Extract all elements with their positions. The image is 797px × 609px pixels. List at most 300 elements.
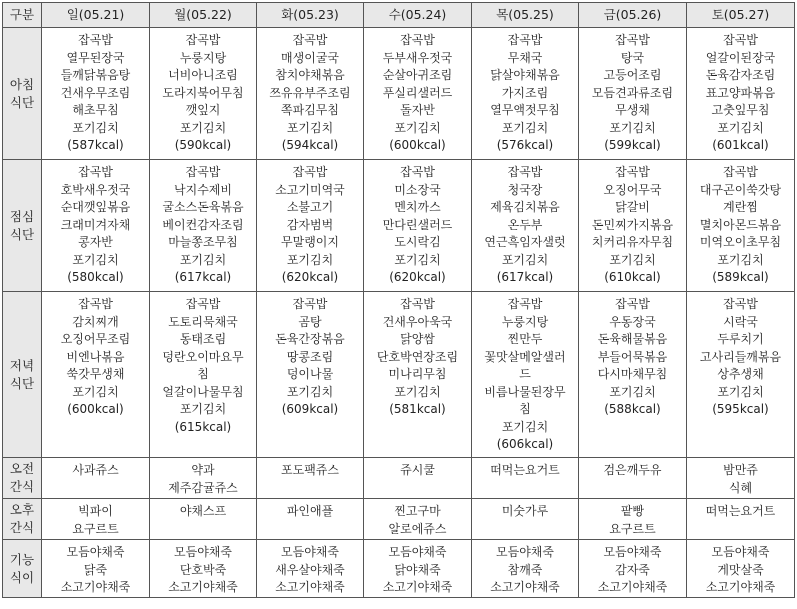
row-label — [3, 499, 42, 540]
menu-item: 곰탕 — [298, 314, 322, 329]
calorie-value: (588kcal) — [604, 402, 661, 416]
menu-item: 치커리유자무침 — [591, 235, 674, 249]
calorie-value: (606kcal) — [496, 437, 554, 451]
corner-label: 구분 — [3, 3, 42, 28]
menu-item: 꽃맛살메알샐러 — [484, 349, 566, 364]
afternoon-snack-row — [3, 499, 795, 540]
menu-item: 잡곡밥 — [400, 33, 435, 47]
menu-cell — [150, 499, 257, 540]
menu-item: 열무액젓무침 — [490, 103, 560, 117]
menu-item: 누룽지탕 — [501, 314, 549, 329]
menu-item: 온두부 — [507, 217, 543, 232]
menu-item: 고등어조림 — [603, 68, 662, 82]
menu-cell-content — [687, 540, 794, 597]
calorie-value: (587kcal) — [67, 138, 124, 152]
row-label-line: 점심 — [9, 208, 35, 224]
menu-item: 쪽파김무침 — [281, 103, 339, 117]
menu-cell-content — [257, 28, 363, 155]
menu-item: 대구곤이쑥갓탕 — [699, 182, 782, 197]
menu-item: 잡곡밥 — [292, 297, 328, 311]
calorie-value: (600kcal) — [389, 138, 446, 152]
menu-cell — [687, 540, 795, 598]
menu-cell — [257, 458, 364, 499]
menu-cell-content — [364, 292, 471, 419]
menu-item: 무생채 — [615, 103, 650, 117]
calorie-value: (620kcal) — [281, 270, 339, 284]
row-label-line: 오전 — [9, 461, 35, 476]
morning-snack-row — [3, 458, 795, 499]
header-row — [3, 3, 795, 28]
menu-cell — [579, 160, 687, 292]
menu-item: 우동장국 — [609, 314, 656, 329]
menu-item: 감자범벅 — [286, 217, 334, 232]
menu-item: 동태조림 — [179, 332, 227, 346]
menu-item: 표고양파볶음 — [705, 85, 776, 100]
menu-item: 미소장국 — [394, 182, 441, 197]
menu-item: 포기김치 — [609, 252, 656, 267]
menu-item: 참깨죽 — [507, 562, 543, 577]
menu-item: 모듬야채죽 — [603, 545, 662, 559]
menu-item: 청국장 — [507, 182, 543, 197]
menu-item: 잡곡밥 — [292, 165, 328, 179]
menu-item: 소고기야채죽 — [275, 580, 345, 594]
menu-cell — [257, 499, 364, 540]
menu-item: 깻잎지 — [185, 103, 221, 117]
menu-item: 닭살야채볶음 — [490, 68, 560, 82]
menu-cell — [687, 499, 795, 540]
day-header: 수(05.24) — [364, 3, 472, 28]
row-label-line: 오후 — [9, 502, 35, 517]
menu-item: 돈민찌가지볶음 — [591, 217, 674, 232]
calorie-value: (610kcal) — [604, 270, 661, 284]
menu-item: 푸실리샐러드 — [382, 85, 453, 100]
menu-item: 잡곡밥 — [78, 33, 113, 47]
menu-item: 포기김치 — [717, 252, 764, 267]
menu-item: 소고기야채죽 — [382, 580, 453, 594]
menu-cell-content — [42, 540, 149, 597]
menu-cell — [257, 292, 364, 458]
row-label-line: 간식 — [9, 520, 35, 535]
day-header: 화(05.23) — [257, 3, 364, 28]
row-label — [3, 540, 42, 598]
menu-cell — [364, 292, 472, 458]
menu-item: 감자죽 — [615, 562, 650, 577]
weekly-menu-table — [2, 2, 795, 598]
menu-item: 만다린샐러드 — [382, 217, 453, 232]
menu-item: 너비아니조림 — [168, 68, 238, 82]
menu-item: 계란찜 — [723, 200, 758, 214]
menu-item: 덩란오이마요무 — [162, 349, 244, 364]
menu-item: 쑥갓무생채 — [66, 367, 125, 381]
menu-item: 콩자반 — [78, 235, 113, 249]
menu-item: 감치찌개 — [72, 314, 119, 329]
menu-cell-content — [579, 540, 686, 597]
menu-cell — [579, 540, 687, 598]
breakfast-row — [3, 28, 795, 160]
menu-cell-content — [257, 160, 363, 287]
menu-item: 잡곡밥 — [723, 165, 758, 179]
calorie-value: (617kcal) — [174, 270, 232, 284]
menu-item: 사과쥬스 — [72, 463, 119, 477]
menu-item: 부들어묵볶음 — [597, 349, 668, 364]
menu-item: 들깨닭볶음탕 — [60, 68, 131, 82]
menu-item: 모듬야채죽 — [174, 545, 232, 559]
menu-item: 소고기야채죽 — [597, 580, 668, 594]
menu-cell-content — [150, 160, 256, 287]
table-body — [3, 28, 795, 598]
menu-cell — [150, 458, 257, 499]
menu-cell — [472, 458, 579, 499]
menu-item: 베이컨감자조림 — [162, 217, 244, 232]
menu-cell — [42, 28, 150, 160]
menu-cell — [579, 458, 687, 499]
menu-item: 약과 — [191, 463, 215, 477]
menu-item: 제육김치볶음 — [490, 200, 560, 214]
menu-item: 포기김치 — [179, 402, 227, 416]
menu-item: 침 — [197, 367, 209, 381]
menu-cell-content — [257, 292, 363, 419]
menu-item: 마늘쫑조무침 — [168, 235, 238, 249]
menu-cell — [150, 28, 257, 160]
menu-item: 검은깨두유 — [603, 463, 662, 477]
menu-item: 포기김치 — [72, 120, 119, 135]
menu-cell-content — [472, 28, 578, 155]
menu-item: 미나리무침 — [388, 367, 447, 381]
menu-item: 새우살야채죽 — [275, 562, 345, 577]
calorie-value: (617kcal) — [496, 270, 554, 284]
calorie-value: (600kcal) — [67, 402, 124, 416]
menu-cell — [150, 160, 257, 292]
calorie-value: (615kcal) — [174, 419, 232, 434]
menu-cell-content — [364, 160, 471, 287]
menu-cell — [687, 292, 795, 458]
menu-item: 호박새우젓국 — [60, 182, 131, 197]
menu-item: 소불고기 — [286, 200, 334, 214]
menu-item: 탕국 — [620, 50, 645, 65]
menu-item: 잡곡밥 — [615, 165, 650, 179]
menu-item: 연근흑임자샐럿 — [484, 235, 566, 249]
menu-item: 잡곡밥 — [185, 33, 221, 47]
calorie-value: (599kcal) — [604, 138, 661, 152]
menu-item: 미역오이초무침 — [699, 235, 782, 249]
menu-item: 포기김치 — [179, 252, 227, 267]
menu-item: 닭양쌈 — [400, 332, 435, 346]
menu-item: 포기김치 — [286, 120, 334, 135]
menu-item: 쯔유유부주조림 — [269, 85, 351, 100]
menu-cell-content — [472, 458, 578, 480]
calorie-value: (609kcal) — [281, 402, 339, 416]
menu-item: 포기김치 — [717, 120, 764, 135]
menu-cell — [472, 28, 579, 160]
menu-cell — [472, 160, 579, 292]
menu-item: 다시마채무침 — [597, 367, 668, 381]
calorie-value: (620kcal) — [389, 270, 446, 284]
menu-item: 제주감귤쥬스 — [168, 480, 238, 495]
menu-cell — [257, 540, 364, 598]
calorie-value: (601kcal) — [712, 138, 769, 152]
menu-item: 잡곡밥 — [185, 165, 221, 179]
menu-item: 잡곡밥 — [78, 165, 113, 179]
day-header: 토(05.27) — [687, 3, 795, 28]
menu-cell-content — [687, 28, 794, 155]
row-label-line: 식이 — [9, 569, 35, 585]
menu-cell-content — [257, 540, 363, 597]
row-label — [3, 160, 42, 292]
menu-item: 포기김치 — [501, 419, 549, 434]
menu-item: 잡곡밥 — [507, 297, 543, 311]
menu-item: 돈육간장볶음 — [275, 332, 345, 346]
menu-item: 포기김치 — [394, 384, 441, 399]
menu-item: 잡곡밥 — [400, 165, 435, 179]
menu-item: 두부새우젓국 — [382, 50, 453, 65]
menu-item: 파인애플 — [286, 504, 334, 518]
menu-item: 잡곡밥 — [507, 33, 543, 47]
menu-item: 모듬야채죽 — [281, 545, 339, 559]
menu-item: 오징어무조림 — [60, 332, 131, 346]
calorie-value: (580kcal) — [67, 270, 124, 284]
menu-cell — [579, 28, 687, 160]
menu-item: 빅파이 — [78, 504, 113, 518]
menu-item: 멸치아몬드볶음 — [699, 217, 782, 232]
menu-item: 식혜 — [728, 480, 753, 495]
calorie-value: (581kcal) — [389, 402, 446, 416]
menu-item: 열무된장국 — [66, 50, 125, 65]
menu-item: 드 — [519, 367, 531, 381]
menu-item: 모듬견과류조림 — [591, 85, 674, 100]
menu-cell-content — [687, 292, 794, 419]
menu-cell — [364, 540, 472, 598]
menu-item: 닭죽 — [83, 562, 108, 577]
menu-item: 소고기야채죽 — [705, 580, 776, 594]
menu-cell-content — [687, 458, 794, 497]
menu-item: 땅콩조림 — [286, 349, 334, 364]
row-label-line: 간식 — [9, 479, 35, 494]
menu-cell — [472, 540, 579, 598]
menu-item: 시락국 — [723, 314, 758, 329]
menu-item: 소고기야채죽 — [60, 580, 131, 594]
menu-item: 상추생채 — [717, 367, 764, 381]
menu-item: 고사리들깨볶음 — [699, 349, 782, 364]
menu-item: 포기김치 — [609, 120, 656, 135]
menu-item: 포기김치 — [717, 384, 764, 399]
menu-item: 포도팩쥬스 — [281, 463, 339, 477]
menu-item: 잡곡밥 — [292, 33, 328, 47]
menu-cell-content — [579, 292, 686, 419]
menu-cell — [579, 292, 687, 458]
menu-item: 돈육감자조림 — [705, 68, 776, 82]
menu-cell — [687, 28, 795, 160]
menu-item: 요구르트 — [72, 521, 119, 536]
menu-item: 무채국 — [507, 50, 543, 65]
menu-item: 포기김치 — [501, 252, 549, 267]
day-header: 일(05.21) — [42, 3, 150, 28]
menu-cell — [257, 160, 364, 292]
menu-item: 잡곡밥 — [615, 297, 650, 311]
menu-item: 포기김치 — [609, 384, 656, 399]
menu-cell-content — [579, 28, 686, 155]
menu-cell-content — [257, 458, 363, 480]
menu-cell — [687, 458, 795, 499]
row-label-line: 저녁 — [9, 357, 35, 373]
menu-item: 떠먹는요거트 — [705, 504, 776, 518]
menu-cell-content — [42, 292, 149, 419]
menu-item: 돌자반 — [400, 103, 435, 117]
row-label — [3, 292, 42, 458]
menu-item: 떠먹는요거트 — [490, 463, 560, 477]
menu-item: 얼갈이나물무침 — [162, 384, 244, 399]
menu-cell — [42, 499, 150, 540]
menu-cell — [364, 499, 472, 540]
day-header: 목(05.25) — [472, 3, 579, 28]
menu-item: 포기김치 — [179, 120, 227, 135]
menu-cell-content — [687, 499, 794, 521]
menu-item: 모듬야채죽 — [496, 545, 554, 559]
menu-cell-content — [257, 499, 363, 521]
menu-item: 참치야채볶음 — [275, 68, 345, 82]
menu-item: 멘치까스 — [394, 200, 441, 214]
menu-item: 찐만두 — [507, 332, 543, 346]
dinner-row — [3, 292, 795, 458]
menu-cell — [364, 28, 472, 160]
menu-item: 모듬야채죽 — [388, 545, 447, 559]
menu-item: 무말랭이지 — [281, 235, 339, 249]
menu-item: 매생이굴국 — [281, 50, 339, 65]
menu-cell — [257, 28, 364, 160]
menu-cell-content — [150, 458, 256, 497]
menu-item: 도시락김 — [394, 235, 441, 249]
menu-item: 포기김치 — [72, 252, 119, 267]
menu-cell — [472, 292, 579, 458]
menu-item: 단호박죽 — [179, 562, 227, 577]
menu-item: 요구르트 — [609, 521, 656, 536]
menu-item: 포기김치 — [286, 252, 334, 267]
menu-item: 고춧잎무침 — [711, 103, 770, 117]
calorie-value: (594kcal) — [281, 138, 339, 152]
menu-cell — [42, 292, 150, 458]
menu-item: 잡곡밥 — [615, 33, 650, 47]
menu-item: 건새우무조림 — [60, 85, 131, 100]
row-label-line: 식단 — [9, 226, 35, 242]
menu-cell-content — [42, 160, 149, 287]
calorie-value: (590kcal) — [174, 138, 232, 152]
row-label — [3, 28, 42, 160]
menu-item: 포기김치 — [394, 252, 441, 267]
day-header: 월(05.22) — [150, 3, 257, 28]
menu-item: 포기김치 — [72, 384, 119, 399]
menu-item: 쥬시쿨 — [400, 463, 435, 477]
menu-item: 찐고구마 — [394, 504, 441, 518]
menu-cell-content — [579, 499, 686, 538]
menu-item: 비엔나볶음 — [66, 349, 125, 364]
menu-cell-content — [150, 292, 256, 436]
menu-item: 순대깻잎볶음 — [60, 200, 131, 214]
menu-item: 잡곡밥 — [723, 297, 758, 311]
menu-item: 미숫가루 — [501, 504, 549, 518]
menu-item: 알로에쥬스 — [388, 521, 447, 536]
menu-item: 건새우아욱국 — [382, 314, 453, 329]
menu-item: 잡곡밥 — [78, 297, 113, 311]
menu-item: 두루치기 — [717, 332, 764, 346]
menu-item: 도라지북어무침 — [162, 85, 244, 100]
menu-item: 포기김치 — [394, 120, 441, 135]
menu-cell — [472, 499, 579, 540]
menu-item: 순살아귀조림 — [382, 68, 453, 82]
day-header: 금(05.26) — [579, 3, 687, 28]
menu-cell — [687, 160, 795, 292]
menu-cell-content — [687, 160, 794, 287]
menu-item: 비름나물된장무 — [484, 384, 566, 399]
menu-item: 모듬야채죽 — [711, 545, 770, 559]
lunch-row — [3, 160, 795, 292]
menu-cell — [364, 458, 472, 499]
menu-item: 가지조림 — [501, 85, 549, 100]
menu-cell-content — [150, 499, 256, 521]
menu-cell-content — [472, 499, 578, 521]
menu-item: 침 — [519, 402, 531, 416]
menu-item: 소고기야채죽 — [490, 580, 560, 594]
row-label-line: 식단 — [9, 375, 35, 391]
menu-item: 소고기야채죽 — [168, 580, 238, 594]
menu-cell-content — [42, 28, 149, 155]
menu-cell — [42, 160, 150, 292]
menu-item: 밤만쥬 — [723, 463, 758, 477]
menu-cell-content — [579, 160, 686, 287]
menu-item: 굴소스돈육볶음 — [162, 200, 244, 214]
menu-item: 모듬야채죽 — [66, 545, 125, 559]
calorie-value: (595kcal) — [712, 402, 769, 416]
menu-cell-content — [150, 28, 256, 155]
menu-item: 닭야채죽 — [394, 562, 441, 577]
menu-item: 포기김치 — [501, 120, 549, 135]
menu-item: 잡곡밥 — [185, 297, 221, 311]
menu-cell-content — [364, 458, 471, 480]
menu-item: 야채스프 — [179, 504, 227, 518]
menu-item: 게맛살죽 — [717, 562, 764, 577]
menu-cell-content — [150, 540, 256, 597]
menu-item: 낙지수제비 — [174, 182, 232, 197]
menu-cell-content — [364, 28, 471, 155]
menu-cell-content — [42, 458, 149, 480]
menu-cell-content — [579, 458, 686, 480]
menu-cell — [364, 160, 472, 292]
menu-cell — [579, 499, 687, 540]
menu-item: 잡곡밥 — [723, 33, 758, 47]
menu-cell — [42, 458, 150, 499]
special-diet-row — [3, 540, 795, 598]
menu-item: 포기김치 — [286, 384, 334, 399]
menu-item: 돈육해물볶음 — [597, 332, 668, 346]
row-label — [3, 458, 42, 499]
menu-item: 잡곡밥 — [400, 297, 435, 311]
menu-cell — [150, 292, 257, 458]
row-label-line: 아침 — [9, 76, 35, 92]
menu-cell-content — [364, 540, 471, 597]
menu-cell-content — [472, 292, 578, 454]
menu-item: 단호박연장조림 — [376, 349, 459, 364]
calorie-value: (576kcal) — [496, 138, 554, 152]
menu-item: 닭갈비 — [615, 200, 650, 214]
menu-item: 누룽지탕 — [179, 50, 227, 65]
row-label-line: 기능 — [9, 551, 35, 567]
calorie-value: (589kcal) — [712, 270, 769, 284]
menu-cell-content — [472, 540, 578, 597]
menu-item: 오징어무국 — [603, 182, 662, 197]
menu-item: 얼갈이된장국 — [705, 50, 776, 65]
menu-item: 덩이나물 — [286, 367, 334, 381]
menu-item: 도토리묵채국 — [168, 314, 238, 329]
menu-item: 잡곡밥 — [507, 165, 543, 179]
menu-cell — [42, 540, 150, 598]
